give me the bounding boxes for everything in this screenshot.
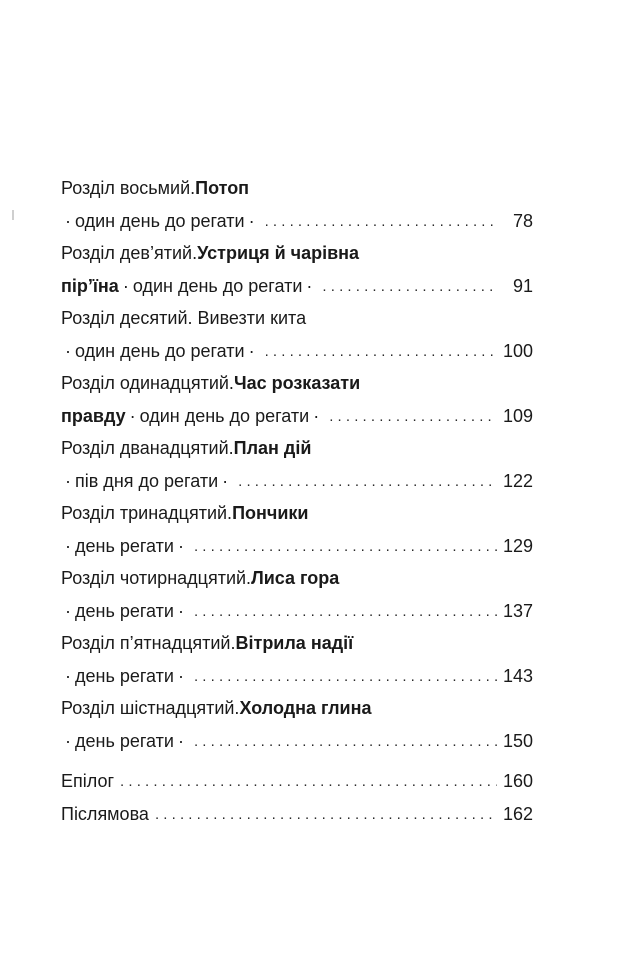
chapter-title-continued: пір’їна — [61, 275, 119, 296]
chapter-sub-line — [61, 335, 533, 368]
bullet-glyph: · — [177, 665, 184, 686]
toc-entry-chapter-9 — [61, 237, 533, 302]
bullet-glyph: · — [313, 405, 320, 426]
chapter-title: Лиса гора — [251, 568, 340, 588]
page-number: 137 — [502, 600, 533, 621]
table-of-contents — [61, 172, 533, 830]
dot-leader — [194, 531, 497, 564]
chapter-sub-line — [61, 465, 533, 498]
page-number: 162 — [502, 803, 533, 824]
chapter-title-line — [61, 172, 533, 205]
chapter-label: Розділ десятий. Вивезти кита — [61, 308, 307, 328]
back-matter-title: Післямова — [61, 803, 149, 824]
chapter-title: Устриця й чарівна — [197, 243, 360, 263]
chapter-title: Час розказати — [233, 373, 361, 393]
dot-leader — [194, 596, 497, 629]
toc-entry-afterword — [61, 798, 533, 831]
dot-leader — [265, 206, 497, 239]
page-number: 160 — [502, 771, 533, 791]
bullet-glyph: · — [65, 340, 71, 361]
dot-leader — [329, 401, 497, 434]
chapter-label: Розділ восьмий. — [61, 178, 196, 198]
back-matter-title: Епілог — [61, 771, 115, 791]
bullet-glyph: · — [248, 340, 255, 361]
bullet-glyph: · — [65, 665, 71, 686]
chapter-title: Пончики — [232, 503, 309, 523]
chapter-subtitle-text: день регати — [75, 730, 174, 751]
bullet-glyph: · — [248, 210, 255, 231]
chapter-subtitle — [61, 660, 188, 693]
toc-entry-chapter-8 — [61, 172, 533, 237]
dot-leader — [265, 336, 497, 369]
chapter-sub-line — [61, 725, 533, 758]
chapter-title: Вітрила надії — [235, 633, 354, 653]
page-number: 78 — [512, 210, 533, 231]
chapter-subtitle — [61, 595, 188, 628]
chapter-label: Розділ чотирнадцятий. — [61, 568, 252, 588]
chapter-label: Розділ дванадцятий. — [61, 438, 234, 458]
dot-leader — [155, 799, 497, 832]
bullet-glyph: · — [129, 405, 136, 426]
bullet-glyph: · — [222, 470, 229, 491]
bullet-glyph: · — [177, 600, 184, 621]
toc-entry-chapter-11 — [61, 367, 533, 432]
chapter-title-line — [61, 432, 533, 465]
chapter-title-line — [61, 302, 533, 335]
bullet-glyph: · — [177, 730, 184, 751]
page-number: 91 — [512, 275, 533, 296]
toc-entry-chapter-16 — [61, 692, 533, 757]
bullet-glyph: · — [65, 600, 71, 621]
chapter-sub-line — [61, 270, 533, 303]
chapter-subtitle — [61, 335, 259, 368]
chapter-title-line — [61, 237, 533, 270]
chapter-sub-line — [61, 595, 533, 628]
chapter-subtitle-text: день регати — [75, 665, 174, 686]
chapter-subtitle-text: один день до регати — [132, 275, 303, 296]
section-gap — [61, 757, 533, 765]
chapter-title-line — [61, 367, 533, 400]
bullet-glyph: · — [122, 275, 129, 296]
chapter-subtitle — [61, 530, 188, 563]
bullet-glyph: · — [177, 535, 184, 556]
chapter-title: Холодна глина — [239, 698, 372, 718]
chapter-sub-line — [61, 205, 533, 238]
chapter-label: Розділ тринадцятий. — [61, 503, 233, 523]
dot-leader — [194, 726, 497, 759]
page-number: 109 — [502, 405, 533, 426]
toc-entry-chapter-14 — [61, 562, 533, 627]
page-number: 100 — [502, 340, 533, 361]
chapter-subtitle — [61, 205, 259, 238]
chapter-label: Розділ одинадцятий. — [61, 373, 234, 393]
chapter-subtitle-text: день регати — [75, 535, 174, 556]
toc-entry-chapter-10 — [61, 302, 533, 367]
chapter-subtitle-text: день регати — [75, 600, 174, 621]
chapter-subtitle — [61, 270, 316, 303]
chapter-sub-line — [61, 660, 533, 693]
chapter-title-line — [61, 562, 533, 595]
chapter-title: План дій — [233, 438, 312, 458]
bullet-glyph: · — [65, 730, 71, 751]
chapter-subtitle-text: один день до регати — [75, 340, 245, 361]
chapter-subtitle — [61, 400, 323, 433]
chapter-title-line — [61, 692, 533, 725]
page-edge-mark — [12, 210, 14, 220]
toc-entry-chapter-15 — [61, 627, 533, 692]
bullet-glyph: · — [65, 210, 71, 231]
chapter-label: Розділ шістнадцятий. — [61, 698, 240, 718]
bullet-glyph: · — [306, 275, 313, 296]
chapter-subtitle-text: один день до регати — [139, 405, 310, 426]
toc-entry-chapter-13 — [61, 497, 533, 562]
dot-leader — [322, 271, 497, 304]
dot-leader — [238, 466, 497, 499]
chapter-sub-line — [61, 530, 533, 563]
dot-leader — [194, 661, 497, 694]
chapter-sub-line — [61, 400, 533, 433]
chapter-title-continued: правду — [61, 405, 126, 426]
toc-entry-epilogue — [61, 765, 533, 798]
bullet-glyph: · — [65, 535, 71, 556]
page-number: 129 — [502, 535, 533, 556]
chapter-label: Розділ п’ятнадцятий. — [61, 633, 236, 653]
chapter-subtitle-text: один день до регати — [75, 210, 245, 231]
chapter-subtitle-text: пів дня до регати — [75, 470, 219, 491]
chapter-subtitle — [61, 465, 232, 498]
page-number: 122 — [502, 470, 533, 491]
chapter-title: Потоп — [195, 178, 250, 198]
page-number: 143 — [502, 665, 533, 686]
bullet-glyph: · — [65, 470, 71, 491]
page-number: 150 — [502, 730, 533, 751]
chapter-title-line — [61, 497, 533, 530]
chapter-label: Розділ дев’ятий. — [61, 243, 198, 263]
chapter-subtitle — [61, 725, 188, 758]
dot-leader — [120, 766, 497, 799]
toc-entry-chapter-12 — [61, 432, 533, 497]
chapter-title-line — [61, 627, 533, 660]
